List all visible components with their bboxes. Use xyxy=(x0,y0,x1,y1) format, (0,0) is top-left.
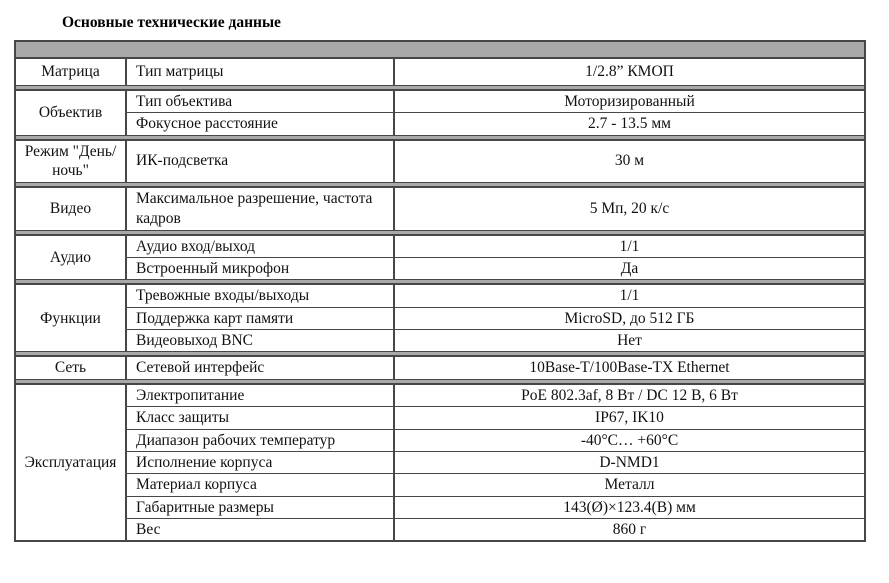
value-cell: 1/2.8” КМОП xyxy=(585,63,674,81)
spec-table xyxy=(14,40,866,542)
page-title: Основные технические данные xyxy=(62,14,281,31)
value-cell: 5 Мп, 20 к/с xyxy=(589,199,670,217)
param-cell: Исполнение корпуса xyxy=(127,452,395,473)
param-cell: Фокусное расстояние xyxy=(127,113,395,134)
section-day-night-mode xyxy=(16,141,864,182)
param-cell: Вес xyxy=(127,519,395,540)
category-cell: Видео xyxy=(16,188,127,230)
section-video xyxy=(16,188,864,230)
param-cell: Тип объектива xyxy=(127,91,395,112)
value-cell: Моторизированный xyxy=(564,93,695,110)
value-cell: Металл xyxy=(604,476,655,494)
table-row xyxy=(127,285,864,306)
table-row xyxy=(127,429,864,451)
category-cell: Матрица xyxy=(16,59,127,85)
value-cell: 2.7 - 13.5 мм xyxy=(588,115,671,133)
param-cell: Тревожные входы/выходы xyxy=(127,285,395,306)
table-row xyxy=(127,406,864,428)
category-cell: Сеть xyxy=(16,357,127,378)
section-network xyxy=(16,357,864,378)
param-cell: Тип матрицы xyxy=(127,59,395,85)
table-row xyxy=(127,385,864,406)
table-row xyxy=(127,188,864,230)
table-row xyxy=(127,518,864,540)
value-cell: IP67, IK10 xyxy=(595,409,664,427)
param-cell: Электропитание xyxy=(127,385,395,406)
value-cell: Нет xyxy=(617,332,642,349)
value-cell: 30 м xyxy=(614,152,645,170)
value-cell: Да xyxy=(620,259,639,277)
value-cell: D-NMD1 xyxy=(599,453,660,471)
table-row xyxy=(127,451,864,473)
table-row xyxy=(127,329,864,351)
table-row xyxy=(127,257,864,279)
category-cell: Функции xyxy=(16,285,127,351)
value-cell: -40°C… +60°C xyxy=(580,431,679,449)
value-cell: 860 г xyxy=(612,521,647,538)
section-lens xyxy=(16,91,864,135)
value-cell: 1/1 xyxy=(619,237,640,255)
table-row xyxy=(127,91,864,112)
table-row xyxy=(127,307,864,329)
param-cell: Встроенный микрофон xyxy=(127,258,395,279)
value-cell: 1/1 xyxy=(619,287,640,305)
section-functions xyxy=(16,285,864,351)
table-row xyxy=(127,473,864,495)
param-cell: Аудио вход/выход xyxy=(127,236,395,257)
table-header-bar xyxy=(16,42,864,59)
param-cell: ИК-подсветка xyxy=(127,141,395,182)
table-row xyxy=(127,496,864,518)
param-cell: Класс защиты xyxy=(127,407,395,428)
param-cell: Видеовыход BNC xyxy=(127,330,395,351)
category-cell: Объектив xyxy=(16,91,127,135)
table-row xyxy=(127,357,864,378)
value-cell: PoE 802.3af, 8 Вт / DC 12 В, 6 Вт xyxy=(521,386,738,404)
table-row xyxy=(127,59,864,85)
section-operation xyxy=(16,385,864,541)
param-cell: Поддержка карт памяти xyxy=(127,308,395,329)
table-row xyxy=(127,236,864,257)
value-cell: 143(Ø)×123.4(В) мм xyxy=(563,498,696,516)
category-cell: Эксплуатация xyxy=(16,385,127,541)
value-cell: MicroSD, до 512 ГБ xyxy=(564,309,695,327)
value-cell: 10Base-T/100Base-TX Ethernet xyxy=(529,359,730,377)
section-audio xyxy=(16,236,864,280)
table-row xyxy=(127,112,864,134)
param-cell: Сетевой интерфейс xyxy=(127,357,395,378)
param-cell: Диапазон рабочих температур xyxy=(127,430,395,451)
param-cell: Материал корпуса xyxy=(127,474,395,495)
param-cell: Максимальное разрешение, частота кадров xyxy=(127,188,395,230)
category-cell: Режим "День/ночь" xyxy=(16,141,127,182)
param-cell: Габаритные размеры xyxy=(127,497,395,518)
section-matrix xyxy=(16,59,864,85)
category-cell: Аудио xyxy=(16,236,127,280)
table-row xyxy=(127,141,864,182)
